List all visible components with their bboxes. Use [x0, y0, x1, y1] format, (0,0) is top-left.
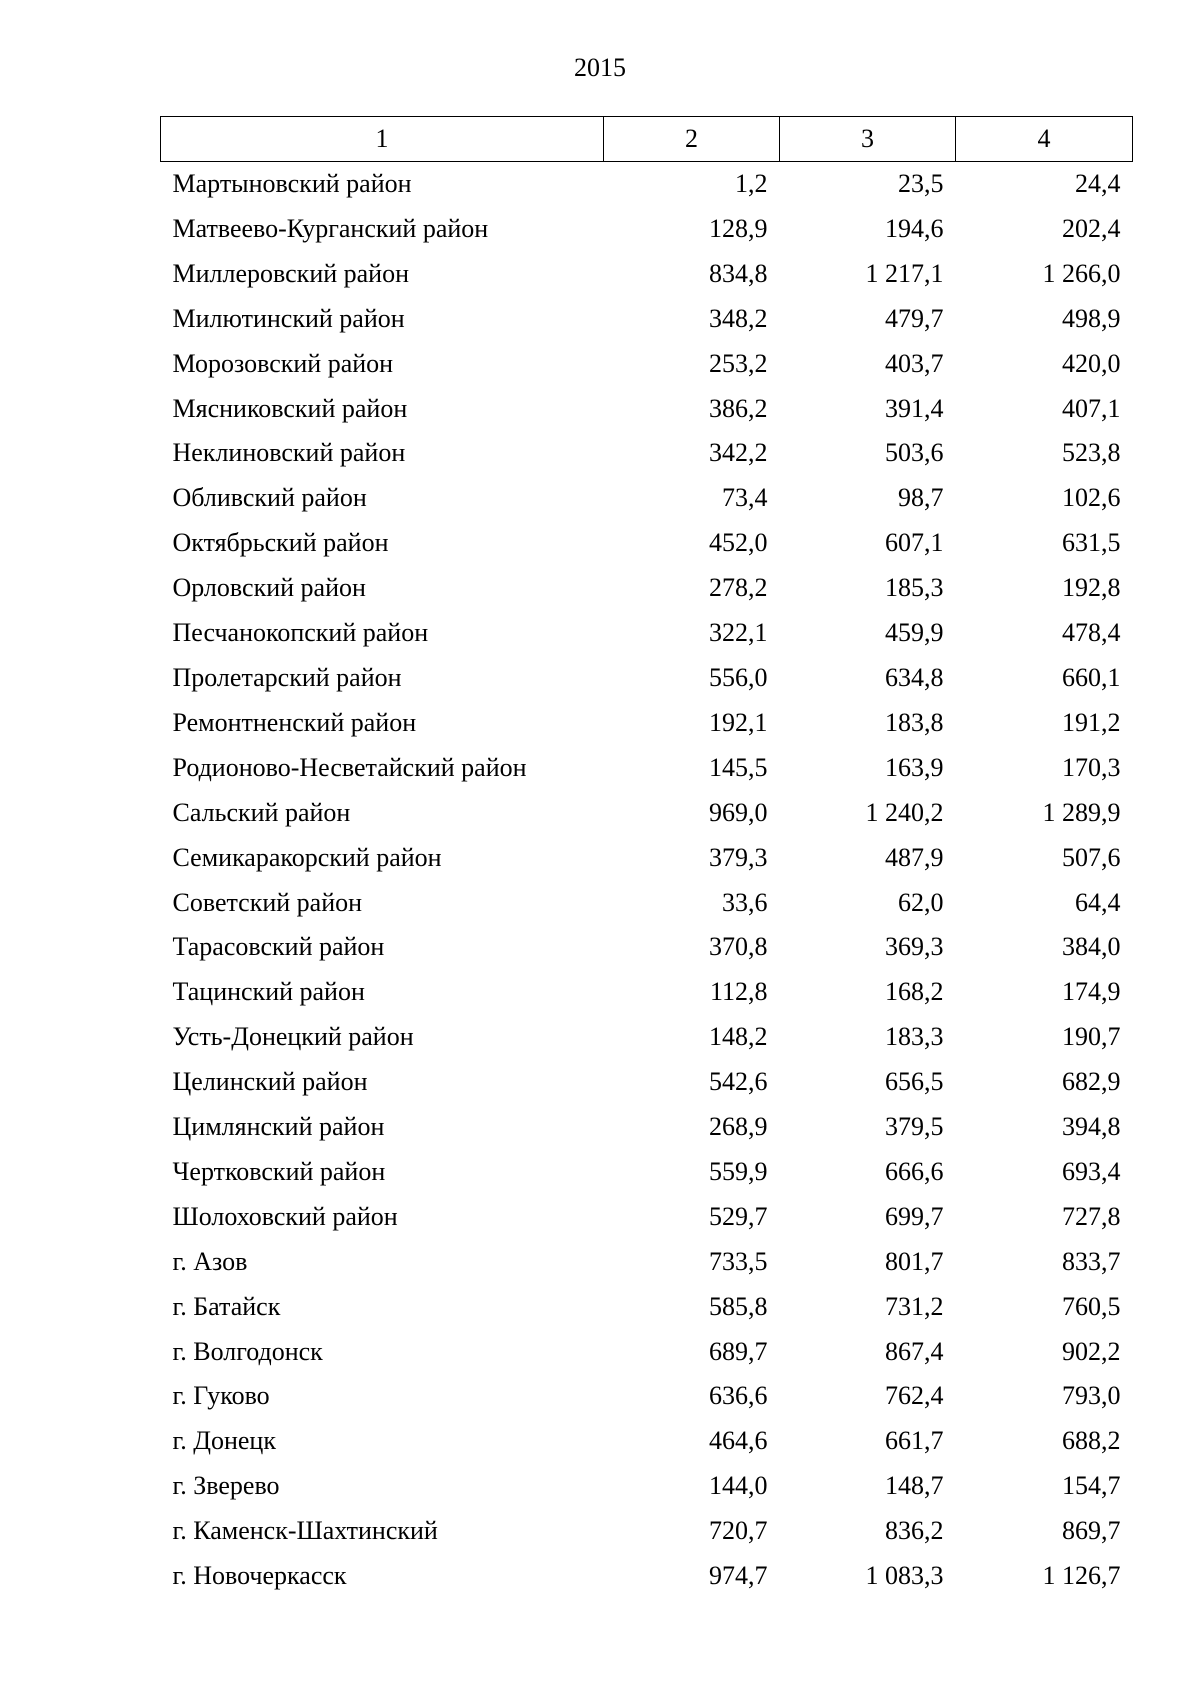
region-name-cell: Тарасовский район	[172, 932, 385, 962]
value-cell-col3: 185,3	[885, 573, 944, 603]
table-row	[161, 970, 1133, 1015]
value-cell-col2: 128,9	[709, 213, 768, 243]
table-row	[161, 1330, 1133, 1375]
value-cell-col4: 170,3	[1062, 752, 1121, 782]
value-cell-col2: 348,2	[709, 303, 768, 333]
value-cell-col3: 487,9	[885, 842, 944, 872]
value-cell-col4: 682,9	[1062, 1067, 1121, 1097]
value-cell-col4: 793,0	[1062, 1381, 1121, 1411]
region-name-cell: Родионово-Несветайский район	[172, 752, 527, 782]
table-row	[161, 836, 1133, 881]
value-cell-col3: 23,5	[898, 169, 944, 198]
table-row	[161, 1285, 1133, 1330]
value-cell-col4: 24,4	[1075, 169, 1121, 198]
table-row	[161, 1150, 1133, 1195]
value-cell-col3: 634,8	[885, 662, 944, 692]
region-name-cell: Мясниковский район	[172, 393, 408, 423]
region-name-cell: Целинский район	[172, 1067, 368, 1097]
region-name-cell: Октябрьский район	[172, 528, 389, 558]
value-cell-col4: 190,7	[1062, 1022, 1121, 1052]
value-cell-col2: 556,0	[709, 662, 768, 692]
region-name-cell: Миллеровский район	[172, 258, 410, 288]
value-cell-col4: 102,6	[1062, 483, 1121, 513]
region-name-cell: Семикаракорский район	[172, 842, 442, 872]
table-row	[161, 791, 1133, 836]
table-row	[161, 1509, 1133, 1554]
column-header: 2	[604, 117, 780, 162]
table-row	[161, 1419, 1133, 1464]
region-name-cell: Мартыновский район	[172, 169, 412, 198]
table-row	[161, 1105, 1133, 1150]
value-cell-col3: 369,3	[885, 932, 944, 962]
table-body	[161, 162, 1133, 1600]
value-cell-col2: 1,2	[735, 169, 768, 198]
value-cell-col4: 833,7	[1062, 1246, 1121, 1276]
region-name-cell: г. Волгодонск	[172, 1336, 323, 1366]
table-row	[161, 162, 1133, 207]
region-name-cell: г. Зверево	[172, 1471, 280, 1501]
value-cell-col3: 183,8	[885, 707, 944, 737]
region-name-cell: г. Азов	[172, 1246, 248, 1276]
region-name-cell: г. Донецк	[172, 1426, 276, 1456]
table-row	[161, 925, 1133, 970]
region-name-cell: Усть-Донецкий район	[172, 1022, 414, 1052]
value-cell-col2: 342,2	[709, 438, 768, 468]
value-cell-col4: 478,4	[1062, 618, 1121, 648]
value-cell-col2: 278,2	[709, 573, 768, 603]
table-row	[161, 387, 1133, 432]
table-row	[161, 1374, 1133, 1419]
table-row	[161, 1464, 1133, 1509]
table-row	[161, 1060, 1133, 1105]
table-row	[161, 1015, 1133, 1060]
value-cell-col2: 370,8	[709, 932, 768, 962]
value-cell-col4: 507,6	[1062, 842, 1121, 872]
region-name-cell: г. Каменск-Шахтинский	[172, 1516, 438, 1546]
region-name-cell: Пролетарский район	[172, 662, 402, 692]
value-cell-col4: 202,4	[1062, 213, 1121, 243]
value-cell-col4: 64,4	[1075, 887, 1121, 917]
value-cell-col3: 699,7	[885, 1201, 944, 1231]
value-cell-col2: 145,5	[709, 752, 768, 782]
region-name-cell: Неклиновский район	[172, 438, 406, 468]
value-cell-col3: 479,7	[885, 303, 944, 333]
value-cell-col3: 1 240,2	[865, 797, 944, 827]
table-row	[161, 746, 1133, 791]
value-cell-col3: 836,2	[885, 1516, 944, 1546]
value-cell-col4: 154,7	[1062, 1471, 1121, 1501]
value-cell-col2: 268,9	[709, 1112, 768, 1142]
value-cell-col3: 666,6	[885, 1156, 944, 1186]
value-cell-col2: 529,7	[709, 1201, 768, 1231]
table-header	[161, 117, 1133, 162]
value-cell-col4: 727,8	[1062, 1201, 1121, 1231]
value-cell-col4: 407,1	[1062, 393, 1121, 423]
value-cell-col3: 1 217,1	[865, 258, 944, 288]
value-cell-col4: 1 126,7	[1042, 1561, 1121, 1591]
value-cell-col4: 498,9	[1062, 303, 1121, 333]
value-cell-col4: 192,8	[1062, 573, 1121, 603]
table-row	[161, 521, 1133, 566]
value-cell-col2: 322,1	[709, 618, 768, 648]
region-name-cell: Чертковский район	[172, 1156, 386, 1186]
value-cell-col3: 379,5	[885, 1112, 944, 1142]
value-cell-col4: 688,2	[1062, 1426, 1121, 1456]
region-name-cell: Матвеево-Курганский район	[172, 213, 489, 243]
region-name-cell: Ремонтненский район	[172, 707, 417, 737]
value-cell-col3: 98,7	[898, 483, 944, 513]
column-header: 4	[956, 117, 1133, 162]
region-name-cell: г. Новочеркасск	[172, 1561, 347, 1591]
table-row	[161, 701, 1133, 746]
value-cell-col3: 403,7	[885, 348, 944, 378]
value-cell-col2: 253,2	[709, 348, 768, 378]
value-cell-col4: 191,2	[1062, 707, 1121, 737]
data-table	[160, 116, 1133, 1599]
table-row	[161, 611, 1133, 656]
value-cell-col2: 379,3	[709, 842, 768, 872]
value-cell-col2: 969,0	[709, 797, 768, 827]
value-cell-col2: 559,9	[709, 1156, 768, 1186]
value-cell-col2: 733,5	[709, 1246, 768, 1276]
value-cell-col3: 459,9	[885, 618, 944, 648]
value-cell-col4: 760,5	[1062, 1291, 1121, 1321]
region-name-cell: г. Батайск	[172, 1291, 281, 1321]
value-cell-col3: 867,4	[885, 1336, 944, 1366]
table-row	[161, 342, 1133, 387]
value-cell-col2: 720,7	[709, 1516, 768, 1546]
value-cell-col3: 62,0	[898, 887, 944, 917]
value-cell-col4: 631,5	[1062, 528, 1121, 558]
column-header: 3	[780, 117, 956, 162]
value-cell-col4: 174,9	[1062, 977, 1121, 1007]
value-cell-col3: 163,9	[885, 752, 944, 782]
value-cell-col3: 607,1	[885, 528, 944, 558]
table-row	[161, 566, 1133, 611]
value-cell-col2: 585,8	[709, 1291, 768, 1321]
value-cell-col2: 974,7	[709, 1561, 768, 1591]
page-number: 2015	[574, 53, 626, 82]
value-cell-col3: 661,7	[885, 1426, 944, 1456]
table-row	[161, 476, 1133, 521]
value-cell-col3: 503,6	[885, 438, 944, 468]
value-cell-col4: 1 289,9	[1042, 797, 1121, 827]
table-row	[161, 656, 1133, 701]
value-cell-col3: 148,7	[885, 1471, 944, 1501]
table-row	[161, 252, 1133, 297]
region-name-cell: Песчанокопский район	[172, 618, 429, 648]
value-cell-col4: 394,8	[1062, 1112, 1121, 1142]
value-cell-col3: 731,2	[885, 1291, 944, 1321]
value-cell-col4: 384,0	[1062, 932, 1121, 962]
table-row	[161, 1195, 1133, 1240]
value-cell-col3: 801,7	[885, 1246, 944, 1276]
value-cell-col2: 542,6	[709, 1067, 768, 1097]
value-cell-col4: 869,7	[1062, 1516, 1121, 1546]
region-name-cell: Милютинский район	[172, 303, 405, 333]
value-cell-col2: 464,6	[709, 1426, 768, 1456]
value-cell-col2: 386,2	[709, 393, 768, 423]
table-row	[161, 1554, 1133, 1599]
value-cell-col2: 452,0	[709, 528, 768, 558]
value-cell-col4: 1 266,0	[1042, 258, 1121, 288]
region-name-cell: Морозовский район	[172, 348, 394, 378]
region-name-cell: Орловский район	[172, 573, 366, 603]
value-cell-col3: 194,6	[885, 213, 944, 243]
table-row	[161, 431, 1133, 476]
value-cell-col2: 144,0	[709, 1471, 768, 1501]
region-name-cell: Тацинский район	[172, 977, 365, 1007]
region-name-cell: Обливский район	[172, 483, 367, 513]
value-cell-col4: 420,0	[1062, 348, 1121, 378]
value-cell-col2: 73,4	[722, 483, 768, 513]
table-row	[161, 207, 1133, 252]
value-cell-col3: 656,5	[885, 1067, 944, 1097]
region-name-cell: Цимлянский район	[172, 1112, 385, 1142]
region-name-cell: Советский район	[172, 887, 363, 917]
table-row	[161, 1240, 1133, 1285]
table-row	[161, 881, 1133, 926]
table-row	[161, 297, 1133, 342]
header-row	[161, 117, 1133, 162]
value-cell-col4: 523,8	[1062, 438, 1121, 468]
column-header: 1	[161, 117, 604, 162]
region-name-cell: Сальский район	[172, 797, 351, 827]
value-cell-col4: 693,4	[1062, 1156, 1121, 1186]
value-cell-col2: 834,8	[709, 258, 768, 288]
value-cell-col2: 192,1	[709, 707, 768, 737]
value-cell-col4: 660,1	[1062, 662, 1121, 692]
value-cell-col2: 112,8	[709, 977, 768, 1007]
value-cell-col4: 902,2	[1062, 1336, 1121, 1366]
value-cell-col3: 168,2	[885, 977, 944, 1007]
region-name-cell: Шолоховский район	[172, 1201, 398, 1231]
value-cell-col3: 391,4	[885, 393, 944, 423]
value-cell-col2: 33,6	[722, 887, 768, 917]
value-cell-col3: 1 083,3	[865, 1561, 944, 1591]
value-cell-col2: 636,6	[709, 1381, 768, 1411]
value-cell-col2: 689,7	[709, 1336, 768, 1366]
value-cell-col2: 148,2	[709, 1022, 768, 1052]
value-cell-col3: 183,3	[885, 1022, 944, 1052]
region-name-cell: г. Гуково	[172, 1381, 270, 1411]
value-cell-col3: 762,4	[885, 1381, 944, 1411]
